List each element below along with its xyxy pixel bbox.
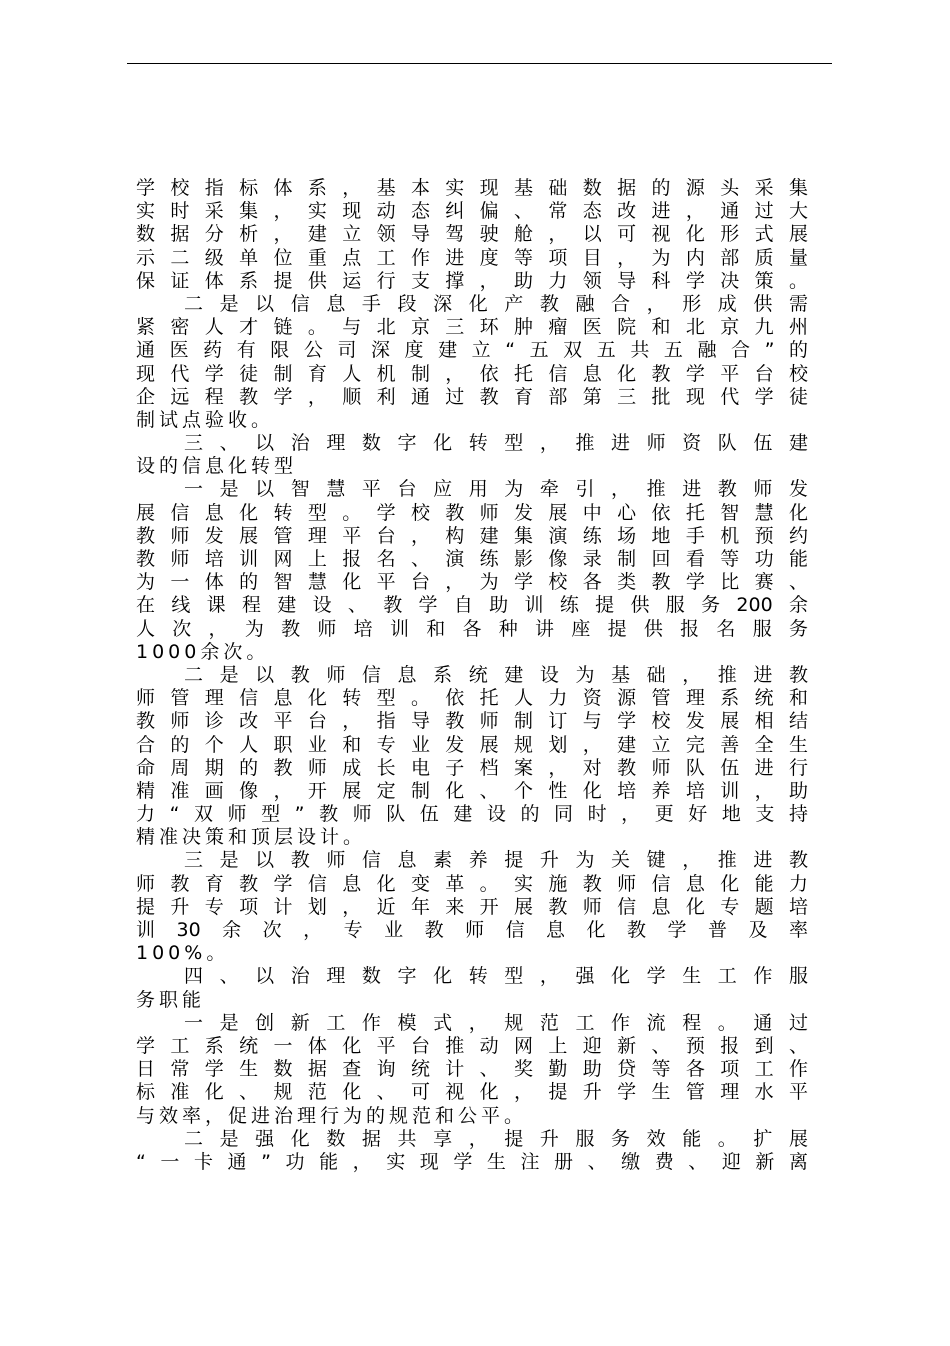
text-line: 通医药有限公司深度建立“五双五共五融合”的 [136, 339, 808, 362]
text-line: 展信息化转型。学校教师发展中心依托智慧化 [136, 501, 808, 524]
text-line: 二是强化数据共享，提升服务效能。扩展 [184, 1127, 808, 1150]
text-line: 日常学生数据查询统计、奖勤助贷等各项工作 [136, 1058, 808, 1081]
text-line: 人次，为教师培训和各种讲座提供报名服务 [136, 617, 808, 640]
text-line: 务职能 [136, 988, 206, 1011]
text-line: 合的个人职业和专业发展规划，建立完善全生 [136, 733, 808, 756]
text-line: 训30余次，专业教师信息化教学普及率 [136, 919, 808, 941]
text-line: 学校指标体系，基本实现基础数据的源头采集 [136, 177, 808, 199]
text-line: 教师发展管理平台，构建集演练场地手机预约 [136, 524, 808, 547]
text-line: 在线课程建设、教学自助训练提供服务200余 [136, 594, 808, 617]
text-line: 三、以治理数字化转型，推进师资队伍建 [184, 432, 808, 455]
text-line: 与效率，促进治理行为的规范和公平。 [136, 1104, 528, 1127]
text-line: “一卡通”功能，实现学生注册、缴费、迎新离 [136, 1150, 808, 1173]
text-line: 学工系统一体化平台推动网上迎新、预报到、 [136, 1034, 808, 1057]
text-line: 标准化、规范化、可视化，提升学生管理水平 [136, 1081, 808, 1104]
text-line: 一是以智慧平台应用为牵引，推进教师发 [184, 478, 808, 501]
text-line: 制试点验收。 [136, 408, 275, 431]
text-line: 现代学徒制育人机制，依托信息化教学平台校 [136, 362, 808, 385]
header-rule [127, 63, 832, 64]
text-line: 紧密人才链。与北京三环肿瘤医院和北京九州 [136, 316, 808, 339]
text-line: 教师培训网上报名、演练影像录制回看等功能 [136, 548, 808, 570]
text-line: 二是以教师信息系统建设为基础，推进教 [184, 663, 808, 686]
text-line: 师教育教学信息化变革。实施教师信息化能力 [136, 872, 808, 895]
text-line: 三是以教师信息素养提升为关键，推进教 [184, 849, 808, 872]
text-line: 数据分析，建立领导驾驶舱，以可视化形式展 [136, 223, 808, 246]
text-line: 二是以信息手段深化产教融合，形成供需 [184, 292, 808, 315]
text-line: 示二级单位重点工作进度等项目，为内部质量 [136, 246, 808, 269]
text-line: 实时采集，实现动态纠偏、常态改进，通过大 [136, 200, 808, 223]
text-line: 师管理信息化转型。依托人力资源管理系统和 [136, 687, 808, 710]
text-line: 保证体系提供运行支撑，助力领导科学决策。 [136, 269, 808, 292]
text-line: 提升专项计划，近年来开展教师信息化专题培 [136, 895, 808, 918]
text-line: 一是创新工作模式，规范工作流程。通过 [184, 1011, 808, 1034]
text-line: 教师诊改平台，指导教师制订与学校发展相结 [136, 710, 808, 733]
text-line: 命周期的教师成长电子档案，对教师队伍进行 [136, 756, 808, 779]
text-line: 1000余次。 [136, 640, 270, 663]
text-line: 四、以治理数字化转型，强化学生工作服 [184, 965, 808, 988]
document-body [136, 177, 808, 1174]
text-line: 设的信息化转型 [136, 455, 298, 478]
text-line: 100%。 [136, 942, 230, 965]
text-line: 为一体的智慧化平台，为学校各类教学比赛、 [136, 571, 808, 594]
text-line: 力“双师型”教师队伍建设的同时，更好地支持 [136, 803, 808, 826]
text-line: 精准决策和顶层设计。 [136, 826, 367, 849]
text-line: 精准画像，开展定制化、个性化培养培训，助 [136, 779, 808, 802]
text-line: 企远程教学，顺利通过教育部第三批现代学徒 [136, 385, 808, 408]
